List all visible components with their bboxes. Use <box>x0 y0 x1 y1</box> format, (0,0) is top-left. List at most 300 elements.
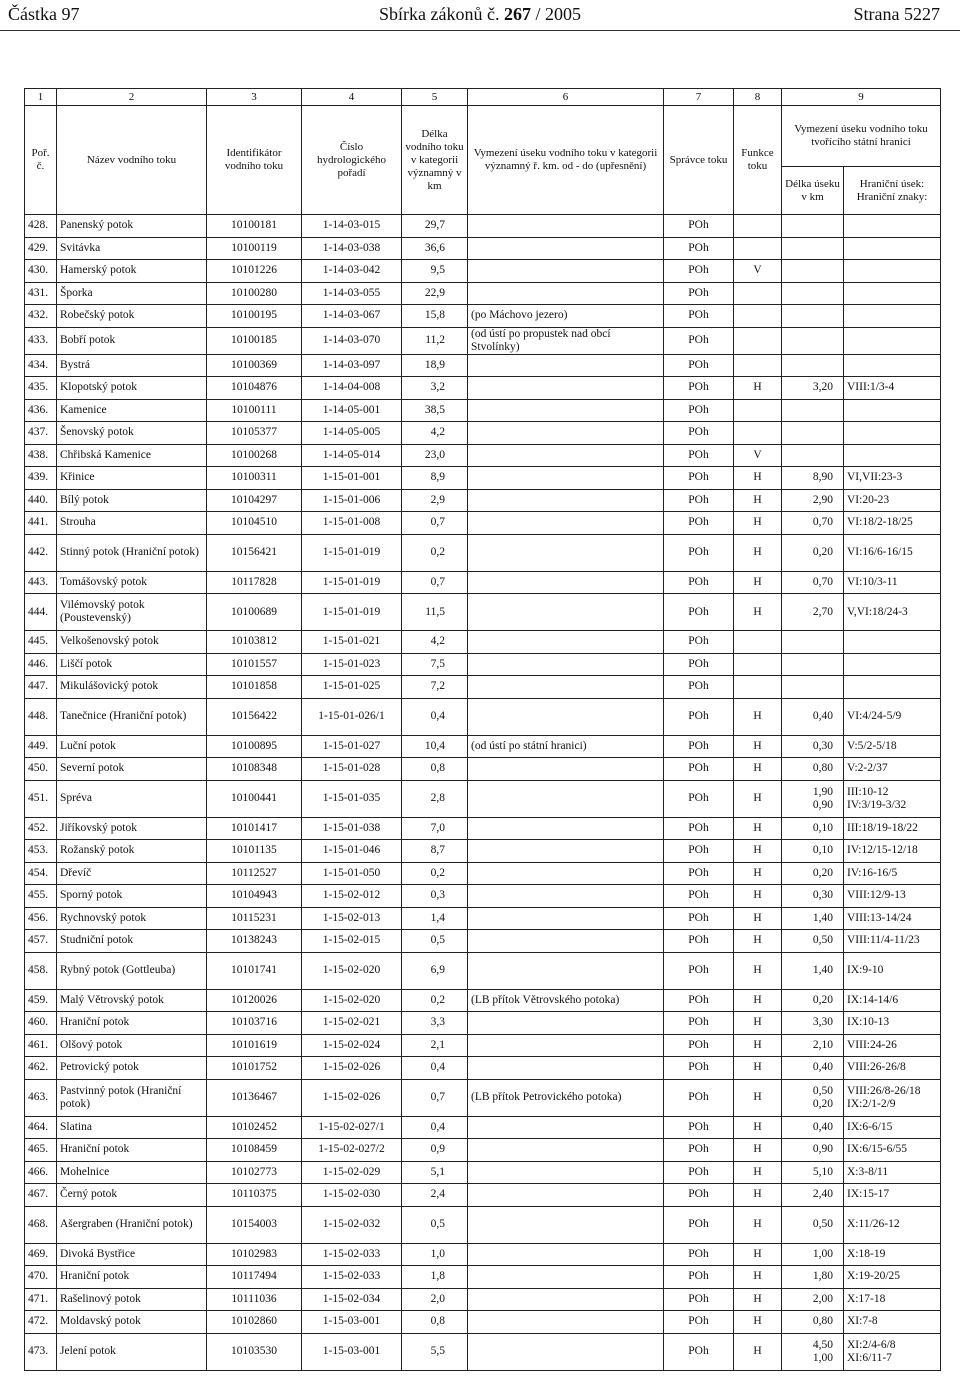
hydrological-order: 1-14-03-097 <box>302 354 402 377</box>
border-markers <box>844 840 941 863</box>
stream-function: H <box>734 1034 782 1057</box>
border-section-length <box>782 534 844 571</box>
stream-identifier: 10104943 <box>207 885 302 908</box>
stream-name: Panenský potok <box>57 215 207 238</box>
section-definition <box>468 952 664 989</box>
row-number: 443. <box>25 571 57 594</box>
border-section-length <box>782 735 844 758</box>
border-markers-value: V:2-2/37 <box>847 762 888 775</box>
table-row <box>25 399 941 422</box>
table-row <box>25 1184 941 1207</box>
table-row <box>25 354 941 377</box>
border-section-length-value: 0,80 <box>812 762 833 775</box>
stream-administrator: POh <box>664 237 734 260</box>
stream-length: 0,4 <box>402 698 468 735</box>
border-section-length <box>782 817 844 840</box>
row-number: 441. <box>25 512 57 535</box>
border-markers-value: VI:20-23 <box>847 493 890 506</box>
hydrological-order: 1-15-01-006 <box>302 489 402 512</box>
table-row <box>25 735 941 758</box>
stream-administrator: POh <box>664 354 734 377</box>
stream-function: H <box>734 1057 782 1080</box>
border-markers-value: X:19-20/25 <box>847 1270 901 1283</box>
hydrological-order: 1-15-02-027/1 <box>302 1116 402 1139</box>
collection-title <box>0 4 960 25</box>
table-row <box>25 594 941 631</box>
table-row <box>25 1161 941 1184</box>
stream-function: H <box>734 1184 782 1207</box>
stream-identifier: 10102983 <box>207 1243 302 1266</box>
table-row <box>25 698 941 735</box>
row-number: 434. <box>25 354 57 377</box>
border-markers <box>844 399 941 422</box>
table-row <box>25 1333 941 1370</box>
stream-identifier: 10100369 <box>207 354 302 377</box>
stream-identifier: 10101752 <box>207 1057 302 1080</box>
stream-length: 5,5 <box>402 1333 468 1370</box>
border-section-length-value: 1,40 <box>812 911 833 924</box>
stream-administrator: POh <box>664 1057 734 1080</box>
colnum-2: 2 <box>57 89 207 106</box>
border-section-length <box>782 907 844 930</box>
stream-function <box>734 631 782 654</box>
section-definition <box>468 467 664 490</box>
border-markers-value: III:10-12 <box>847 785 889 798</box>
border-markers-value: VI:16/6-16/15 <box>847 546 913 558</box>
header-por: Poř. č. <box>25 106 57 215</box>
stream-name: Mohelnice <box>57 1161 207 1184</box>
stream-administrator: POh <box>664 907 734 930</box>
table-row <box>25 489 941 512</box>
stream-administrator: POh <box>664 260 734 283</box>
stream-administrator: POh <box>664 1333 734 1370</box>
stream-identifier: 10156422 <box>207 698 302 735</box>
border-markers <box>844 1311 941 1334</box>
stream-length: 0,5 <box>402 930 468 953</box>
stream-identifier: 10104510 <box>207 512 302 535</box>
stream-function: H <box>734 817 782 840</box>
border-markers-value: IX:9-10 <box>847 964 884 976</box>
hydrological-order: 1-15-02-033 <box>302 1266 402 1289</box>
stream-name: Spréva <box>57 780 207 817</box>
header-cislo: Číslo hydrologického pořadí <box>302 106 402 215</box>
hydrological-order: 1-15-02-013 <box>302 907 402 930</box>
row-number: 461. <box>25 1034 57 1057</box>
stream-length: 23,0 <box>402 444 468 467</box>
border-markers <box>844 467 941 490</box>
border-markers-value: X:3-8/11 <box>847 1165 889 1178</box>
section-definition <box>468 354 664 377</box>
row-number: 432. <box>25 305 57 328</box>
border-section-length <box>782 885 844 908</box>
stream-function: H <box>734 1079 782 1116</box>
stream-function: V <box>734 260 782 283</box>
border-section-length <box>782 377 844 400</box>
stream-identifier: 10154003 <box>207 1206 302 1243</box>
stream-length: 2,0 <box>402 1288 468 1311</box>
stream-function: H <box>734 489 782 512</box>
stream-name: Tomášovský potok <box>57 571 207 594</box>
section-definition <box>468 631 664 654</box>
border-markers-value: IV:3/19-3/32 <box>847 798 907 811</box>
border-section-length <box>782 1012 844 1035</box>
row-number: 440. <box>25 489 57 512</box>
stream-length: 0,8 <box>402 758 468 781</box>
stream-name: Olšový potok <box>57 1034 207 1057</box>
border-markers <box>844 907 941 930</box>
border-markers-value: X:11/26-12 <box>847 1218 900 1230</box>
border-section-length <box>782 1139 844 1162</box>
stream-length: 8,9 <box>402 467 468 490</box>
stream-length: 18,9 <box>402 354 468 377</box>
stream-name: Robečský potok <box>57 305 207 328</box>
row-number: 464. <box>25 1116 57 1139</box>
stream-length: 5,1 <box>402 1161 468 1184</box>
row-number: 446. <box>25 653 57 676</box>
stream-function: H <box>734 1311 782 1334</box>
table-row <box>25 1288 941 1311</box>
table-row <box>25 1079 941 1116</box>
stream-function: H <box>734 571 782 594</box>
law-number: 267 <box>503 4 531 24</box>
stream-identifier: 10101858 <box>207 676 302 699</box>
border-markers <box>844 1288 941 1311</box>
stream-administrator: POh <box>664 930 734 953</box>
section-definition: (od ústí po státní hranici) <box>468 735 664 758</box>
hydrological-order: 1-14-04-008 <box>302 377 402 400</box>
border-section-length <box>782 399 844 422</box>
row-number: 470. <box>25 1266 57 1289</box>
hydrological-order: 1-15-02-030 <box>302 1184 402 1207</box>
stream-length: 6,9 <box>402 952 468 989</box>
stream-identifier: 10101557 <box>207 653 302 676</box>
border-markers-value: IX:2/1-2/9 <box>847 1097 896 1110</box>
section-definition <box>468 422 664 445</box>
section-definition <box>468 1266 664 1289</box>
section-definition <box>468 571 664 594</box>
stream-identifier: 10136467 <box>207 1079 302 1116</box>
border-markers <box>844 1139 941 1162</box>
row-number: 430. <box>25 260 57 283</box>
stream-identifier: 10102452 <box>207 1116 302 1139</box>
section-definition <box>468 1311 664 1334</box>
hydrological-order: 1-15-01-025 <box>302 676 402 699</box>
stream-administrator: POh <box>664 512 734 535</box>
stream-administrator: POh <box>664 735 734 758</box>
stream-name: Ašergraben (Hraniční potok) <box>57 1206 207 1243</box>
stream-name: Chřibská Kamenice <box>57 444 207 467</box>
border-markers <box>844 930 941 953</box>
stream-administrator: POh <box>664 305 734 328</box>
colnum-6: 6 <box>468 89 664 106</box>
border-section-length-value: 1,00 <box>812 1351 833 1364</box>
border-section-length <box>782 422 844 445</box>
stream-administrator: POh <box>664 1184 734 1207</box>
border-markers <box>844 512 941 535</box>
header-delka: Délka vodního toku v kategorii významný v km <box>402 106 468 215</box>
stream-name: Bobří potok <box>57 327 207 354</box>
stream-function: H <box>734 758 782 781</box>
stream-identifier: 10117494 <box>207 1266 302 1289</box>
stream-length: 0,7 <box>402 512 468 535</box>
section-definition <box>468 1139 664 1162</box>
issue-number: Částka 97 <box>8 4 80 24</box>
row-number: 448. <box>25 698 57 735</box>
border-section-length <box>782 631 844 654</box>
stream-administrator: POh <box>664 327 734 354</box>
stream-name: Hamerský potok <box>57 260 207 283</box>
stream-name: Divoká Bystřice <box>57 1243 207 1266</box>
stream-length: 8,7 <box>402 840 468 863</box>
stream-function: H <box>734 1012 782 1035</box>
hydrological-order: 1-15-02-034 <box>302 1288 402 1311</box>
stream-function <box>734 354 782 377</box>
section-definition <box>468 512 664 535</box>
border-markers <box>844 1079 941 1116</box>
stream-administrator: POh <box>664 1116 734 1139</box>
hydrological-order: 1-15-02-012 <box>302 885 402 908</box>
section-definition <box>468 1161 664 1184</box>
stream-identifier: 10101741 <box>207 952 302 989</box>
stream-length: 2,4 <box>402 1184 468 1207</box>
table-row <box>25 840 941 863</box>
row-number: 450. <box>25 758 57 781</box>
page-number: Strana 5227 <box>853 4 940 24</box>
border-markers-value: VIII:11/4-11/23 <box>847 934 920 947</box>
border-section-length <box>782 1079 844 1116</box>
hydrological-order: 1-15-02-026 <box>302 1079 402 1116</box>
section-definition <box>468 489 664 512</box>
stream-function: H <box>734 907 782 930</box>
border-section-length-value: 0,20 <box>812 1097 833 1110</box>
table-row <box>25 327 941 354</box>
stream-identifier: 10102860 <box>207 1311 302 1334</box>
hydrological-order: 1-15-02-020 <box>302 989 402 1012</box>
section-definition <box>468 907 664 930</box>
table-row <box>25 1012 941 1035</box>
stream-identifier: 10100119 <box>207 237 302 260</box>
stream-length: 1,0 <box>402 1243 468 1266</box>
border-markers <box>844 354 941 377</box>
row-number: 473. <box>25 1333 57 1370</box>
border-markers-value: VI:18/2-18/25 <box>847 516 913 529</box>
stream-administrator: POh <box>664 444 734 467</box>
row-number: 453. <box>25 840 57 863</box>
stream-function: H <box>734 1116 782 1139</box>
border-section-length-value: 0,20 <box>812 993 833 1006</box>
section-definition <box>468 444 664 467</box>
stream-administrator: POh <box>664 1012 734 1035</box>
border-markers-value: VIII:1/3-4 <box>847 381 895 394</box>
table-row <box>25 282 941 305</box>
stream-name: Stinný potok (Hraniční potok) <box>57 534 207 571</box>
border-section-length <box>782 758 844 781</box>
row-number: 444. <box>25 594 57 631</box>
stream-administrator: POh <box>664 817 734 840</box>
section-definition <box>468 817 664 840</box>
stream-identifier: 10101619 <box>207 1034 302 1057</box>
stream-identifier: 10100895 <box>207 735 302 758</box>
stream-administrator: POh <box>664 676 734 699</box>
stream-length: 10,4 <box>402 735 468 758</box>
border-section-length-value: 0,90 <box>812 798 833 811</box>
hydrological-order: 1-15-01-019 <box>302 571 402 594</box>
border-section-length <box>782 1057 844 1080</box>
table-row <box>25 260 941 283</box>
stream-function: H <box>734 377 782 400</box>
border-section-length-value: 5,10 <box>812 1165 833 1178</box>
border-section-length <box>782 862 844 885</box>
border-markers <box>844 885 941 908</box>
stream-administrator: POh <box>664 1139 734 1162</box>
stream-function <box>734 327 782 354</box>
stream-name: Černý potok <box>57 1184 207 1207</box>
stream-function: H <box>734 1161 782 1184</box>
stream-length: 3,2 <box>402 377 468 400</box>
header-spravce: Správce toku <box>664 106 734 215</box>
stream-administrator: POh <box>664 1266 734 1289</box>
stream-identifier: 10111036 <box>207 1288 302 1311</box>
border-markers <box>844 735 941 758</box>
table-row <box>25 215 941 238</box>
row-number: 467. <box>25 1184 57 1207</box>
stream-name: Svitávka <box>57 237 207 260</box>
border-section-length <box>782 1333 844 1370</box>
border-markers <box>844 1116 941 1139</box>
border-section-length <box>782 327 844 354</box>
stream-length: 0,3 <box>402 885 468 908</box>
table-row <box>25 817 941 840</box>
stream-identifier: 10100280 <box>207 282 302 305</box>
table-row <box>25 758 941 781</box>
stream-administrator: POh <box>664 1311 734 1334</box>
border-markers <box>844 676 941 699</box>
hydrological-order: 1-15-02-020 <box>302 952 402 989</box>
table-row <box>25 1034 941 1057</box>
row-number: 451. <box>25 780 57 817</box>
border-markers-value: VI:4/24-5/9 <box>847 710 902 722</box>
section-definition <box>468 534 664 571</box>
hydrological-order: 1-15-01-038 <box>302 817 402 840</box>
stream-administrator: POh <box>664 780 734 817</box>
section-definition <box>468 1034 664 1057</box>
border-section-length-value: 2,70 <box>812 605 833 618</box>
border-section-length <box>782 1266 844 1289</box>
stream-function <box>734 422 782 445</box>
stream-administrator: POh <box>664 952 734 989</box>
border-markers-value: V,VI:18/24-3 <box>847 605 908 618</box>
border-section-length-value: 2,90 <box>812 493 833 506</box>
row-number: 455. <box>25 885 57 908</box>
hydrological-order: 1-14-05-001 <box>302 399 402 422</box>
table-row <box>25 1116 941 1139</box>
law-year: / 2005 <box>530 4 581 24</box>
section-definition <box>468 676 664 699</box>
row-number: 428. <box>25 215 57 238</box>
hydrological-order: 1-14-05-014 <box>302 444 402 467</box>
stream-function: H <box>734 698 782 735</box>
border-section-length-value: 0,90 <box>812 1143 833 1156</box>
row-number: 433. <box>25 327 57 354</box>
stream-administrator: POh <box>664 594 734 631</box>
border-markers <box>844 653 941 676</box>
border-section-length-value: 0,70 <box>812 516 833 529</box>
row-number: 439. <box>25 467 57 490</box>
border-markers <box>844 1184 941 1207</box>
colnum-7: 7 <box>664 89 734 106</box>
hydrological-order: 1-14-03-070 <box>302 327 402 354</box>
stream-name: Vilémovský potok (Poustevenský) <box>57 594 207 631</box>
border-markers-value: VI:10/3-11 <box>847 575 898 588</box>
stream-identifier: 10101417 <box>207 817 302 840</box>
border-markers <box>844 327 941 354</box>
stream-length: 0,2 <box>402 989 468 1012</box>
row-number: 471. <box>25 1288 57 1311</box>
border-markers <box>844 1034 941 1057</box>
stream-function <box>734 399 782 422</box>
border-markers-value: XI:2/4-6/8 <box>847 1338 896 1351</box>
stream-length: 11,2 <box>402 327 468 354</box>
stream-function: H <box>734 952 782 989</box>
stream-function <box>734 305 782 328</box>
border-section-length-value: 2,00 <box>812 1292 833 1305</box>
row-number: 466. <box>25 1161 57 1184</box>
hydrological-order: 1-15-03-001 <box>302 1333 402 1370</box>
colnum-1: 1 <box>25 89 57 106</box>
stream-name: Sporný potok <box>57 885 207 908</box>
table-row <box>25 631 941 654</box>
stream-function: V <box>734 444 782 467</box>
stream-identifier: 10115231 <box>207 907 302 930</box>
hydrological-order: 1-15-02-021 <box>302 1012 402 1035</box>
border-markers-value: X:17-18 <box>847 1292 886 1305</box>
border-markers <box>844 698 941 735</box>
border-section-length-value: 1,80 <box>812 1270 833 1283</box>
table-row <box>25 780 941 817</box>
stream-identifier: 10120026 <box>207 989 302 1012</box>
colnum-8: 8 <box>734 89 782 106</box>
border-markers-value: V:5/2-5/18 <box>847 739 897 752</box>
stream-identifier: 10112527 <box>207 862 302 885</box>
table-row <box>25 571 941 594</box>
table-row <box>25 377 941 400</box>
page-header <box>0 0 960 31</box>
border-section-length-value: 0,30 <box>812 739 833 752</box>
border-section-length <box>782 780 844 817</box>
stream-name: Velkošenovský potok <box>57 631 207 654</box>
stream-identifier: 10104876 <box>207 377 302 400</box>
hydrological-order: 1-15-01-023 <box>302 653 402 676</box>
border-markers-value: IV:12/15-12/18 <box>847 844 918 857</box>
stream-administrator: POh <box>664 1161 734 1184</box>
stream-function <box>734 215 782 238</box>
table-row <box>25 1311 941 1334</box>
border-markers <box>844 237 941 260</box>
stream-length: 29,7 <box>402 215 468 238</box>
border-section-length-value: 2,40 <box>812 1188 833 1201</box>
section-definition <box>468 1333 664 1370</box>
header-row <box>25 106 941 167</box>
stream-name: Rychnovský potok <box>57 907 207 930</box>
hydrological-order: 1-15-01-027 <box>302 735 402 758</box>
section-definition <box>468 399 664 422</box>
row-number: 458. <box>25 952 57 989</box>
border-section-length <box>782 840 844 863</box>
stream-length: 2,8 <box>402 780 468 817</box>
border-section-length <box>782 653 844 676</box>
table-row <box>25 653 941 676</box>
stream-identifier: 10100441 <box>207 780 302 817</box>
